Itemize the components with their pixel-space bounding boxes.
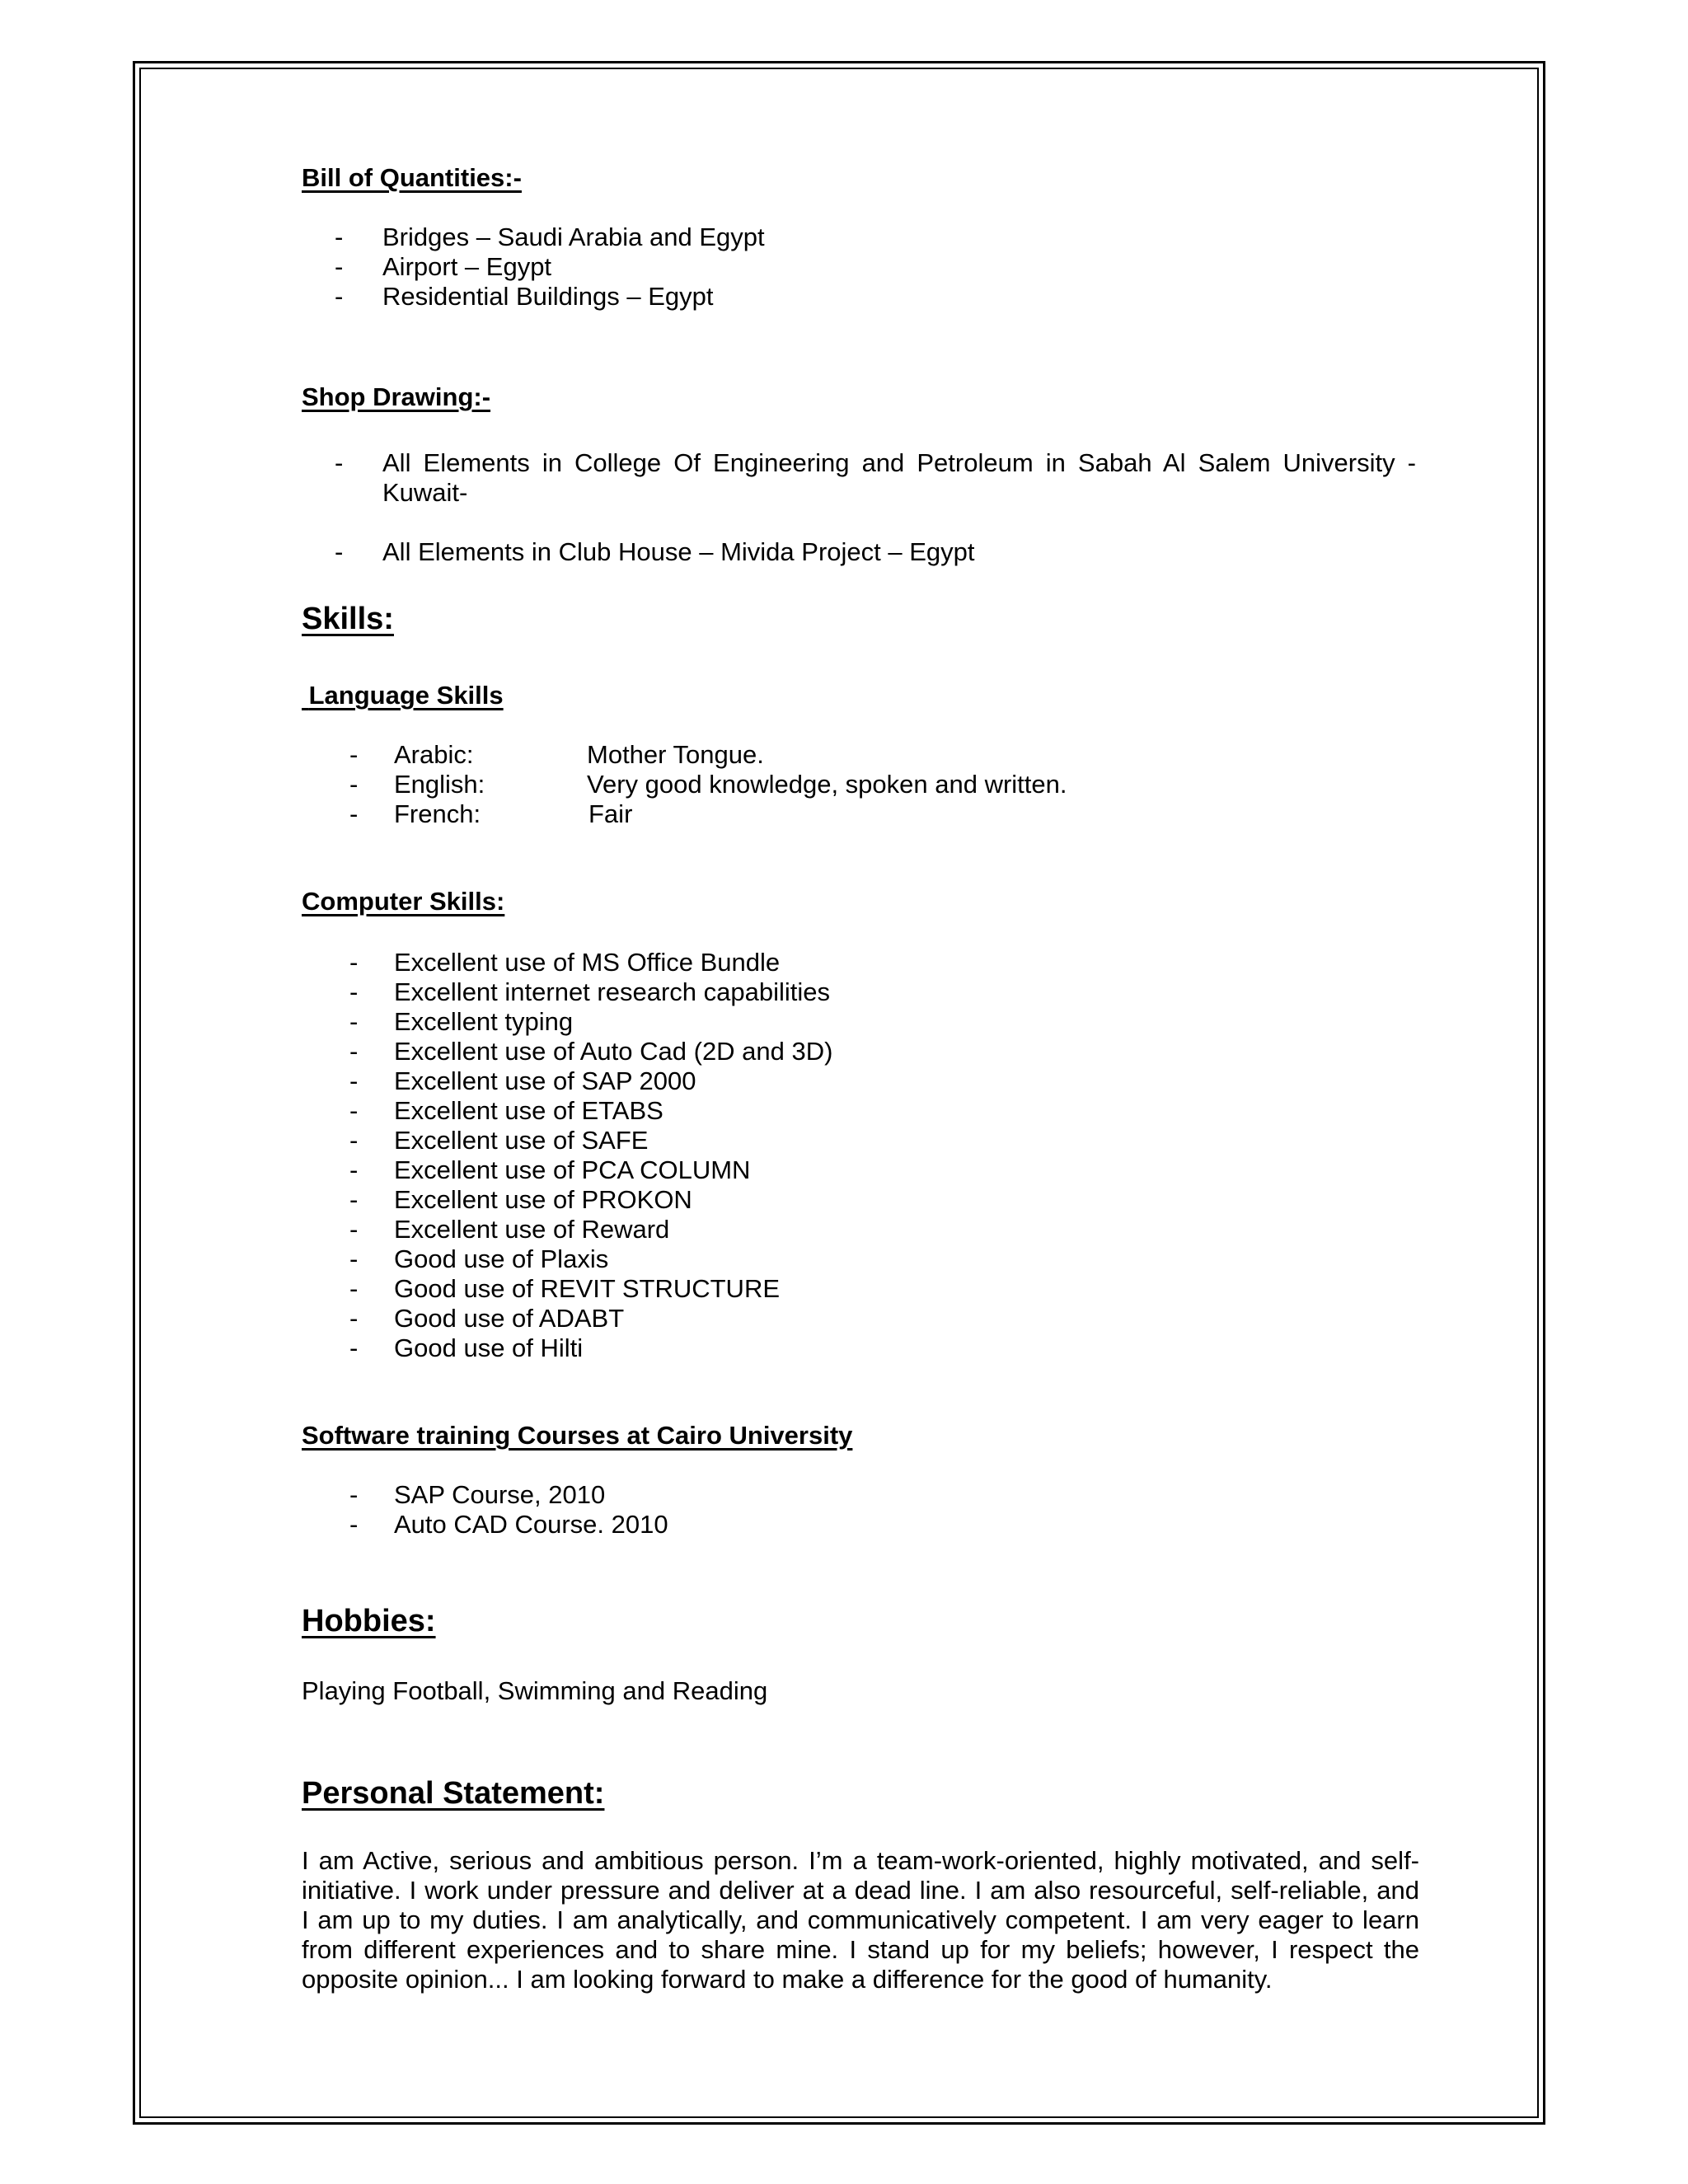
bullet-dash: - bbox=[335, 252, 344, 281]
boq-item: Bridges – Saudi Arabia and Egypt bbox=[382, 223, 765, 251]
bullet-dash: - bbox=[349, 740, 359, 769]
bullet-dash: - bbox=[349, 1215, 359, 1244]
bullet-dash: - bbox=[349, 1155, 359, 1184]
computer-skill-item: Excellent use of SAP 2000 bbox=[394, 1066, 696, 1095]
computer-skill-item: Excellent use of Reward bbox=[394, 1215, 670, 1244]
bullet-dash: - bbox=[349, 1274, 359, 1303]
language-level: Very good knowledge, spoken and written. bbox=[587, 770, 1067, 799]
computer-skill-item: Excellent use of Auto Cad (2D and 3D) bbox=[394, 1037, 833, 1066]
skills-heading: Skills: bbox=[302, 602, 394, 636]
bullet-dash: - bbox=[349, 1007, 359, 1036]
bullet-dash: - bbox=[349, 1066, 359, 1095]
language-name: Arabic: bbox=[394, 740, 474, 769]
computer-skill-item: Excellent use of SAFE bbox=[394, 1126, 649, 1155]
bullet-dash: - bbox=[349, 770, 359, 799]
boq-item: Residential Buildings – Egypt bbox=[382, 282, 714, 311]
personal-statement-line: I am Active, serious and ambitious person. I’m a team-work-oriented, highly motivated, and self- bbox=[302, 1846, 1419, 1875]
language-level: Mother Tongue. bbox=[587, 740, 764, 769]
shop-drawing-heading: Shop Drawing:- bbox=[302, 382, 491, 411]
computer-skill-item: Excellent use of MS Office Bundle bbox=[394, 948, 781, 977]
language-name: French: bbox=[394, 799, 481, 828]
bullet-dash: - bbox=[349, 1126, 359, 1155]
language-skills-heading-text: Language Skills bbox=[308, 681, 504, 710]
shop-drawing-item-line: All Elements in College Of Engineering and Petroleum in Sabah Al Salem University - bbox=[382, 448, 1416, 477]
language-skills-heading bbox=[302, 681, 504, 710]
personal-statement-line: initiative. I work under pressure and deliver at a dead line. I am also resourceful, self-reliable, and bbox=[302, 1876, 1419, 1905]
bullet-dash: - bbox=[349, 1304, 359, 1333]
computer-skill-item: Excellent use of PROKON bbox=[394, 1185, 692, 1214]
language-name: English: bbox=[394, 770, 485, 799]
computer-skill-item: Good use of ADABT bbox=[394, 1304, 625, 1333]
boq-item: Airport – Egypt bbox=[382, 252, 552, 281]
personal-statement-line: from different experiences and to share mine. I stand up for my beliefs; however, I respect the bbox=[302, 1935, 1419, 1964]
computer-skill-item: Good use of Plaxis bbox=[394, 1244, 609, 1273]
computer-skill-item: Excellent use of ETABS bbox=[394, 1096, 663, 1125]
computer-skill-item: Good use of REVIT STRUCTURE bbox=[394, 1274, 781, 1303]
training-course-item: Auto CAD Course. 2010 bbox=[394, 1510, 668, 1539]
hobbies-text: Playing Football, Swimming and Reading bbox=[302, 1676, 768, 1705]
training-course-item: SAP Course, 2010 bbox=[394, 1480, 606, 1509]
bullet-dash: - bbox=[349, 1510, 359, 1539]
bullet-dash: - bbox=[349, 977, 359, 1006]
language-level: Fair bbox=[588, 799, 633, 828]
bullet-dash: - bbox=[349, 948, 359, 977]
bullet-dash: - bbox=[349, 1185, 359, 1214]
bullet-dash: - bbox=[349, 1480, 359, 1509]
personal-statement-heading: Personal Statement: bbox=[302, 1776, 605, 1811]
software-training-heading: Software training Courses at Cairo University bbox=[302, 1421, 853, 1450]
bullet-dash: - bbox=[349, 1333, 359, 1362]
computer-skills-heading: Computer Skills: bbox=[302, 887, 505, 916]
bullet-dash: - bbox=[349, 1037, 359, 1066]
shop-drawing-item-line: Kuwait- bbox=[382, 478, 468, 507]
bill-of-quantities-heading: Bill of Quantities:- bbox=[302, 163, 522, 192]
computer-skill-item: Excellent typing bbox=[394, 1007, 574, 1036]
shop-drawing-item: All Elements in Club House – Mivida Project – Egypt bbox=[382, 537, 975, 566]
bullet-dash: - bbox=[335, 537, 344, 566]
bullet-dash: - bbox=[335, 223, 344, 251]
bullet-dash: - bbox=[335, 448, 344, 477]
computer-skill-item: Good use of Hilti bbox=[394, 1333, 584, 1362]
computer-skill-item: Excellent use of PCA COLUMN bbox=[394, 1155, 751, 1184]
personal-statement-line: opposite opinion... I am looking forward to make a difference for the good of humanity. bbox=[302, 1965, 1273, 1994]
bullet-dash: - bbox=[349, 1244, 359, 1273]
bullet-dash: - bbox=[349, 1096, 359, 1125]
computer-skill-item: Excellent internet research capabilities bbox=[394, 977, 830, 1006]
bullet-dash: - bbox=[335, 282, 344, 311]
personal-statement-line: I am up to my duties. I am analytically, and communicatively competent. I am very eager to learn bbox=[302, 1905, 1419, 1934]
hobbies-heading: Hobbies: bbox=[302, 1604, 436, 1638]
bullet-dash: - bbox=[349, 799, 359, 828]
